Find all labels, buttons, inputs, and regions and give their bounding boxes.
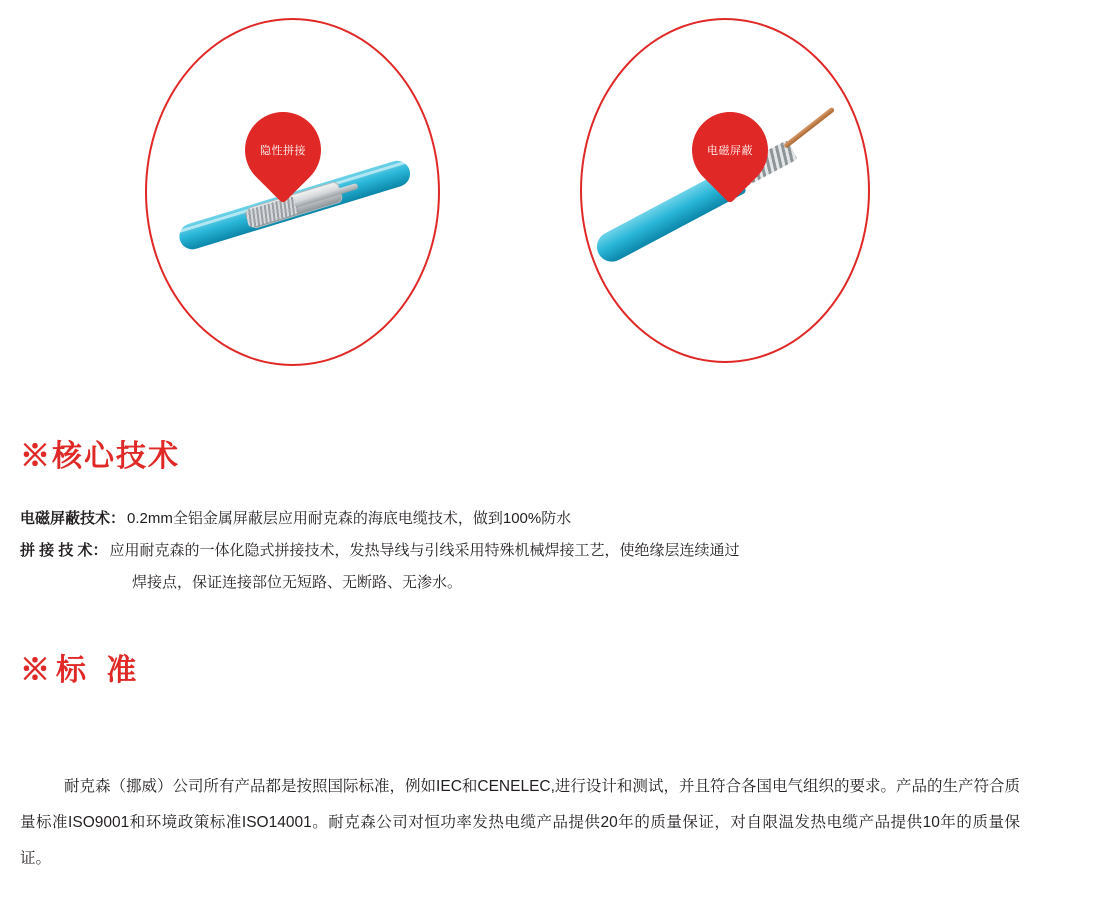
spec-text-shield: 0.2mm全铝金属屏蔽层应用耐克森的海底电缆技术，做到100%防水 xyxy=(127,510,572,527)
copper-lead-wire xyxy=(783,107,835,149)
splice-pin-label: 隐性拼接 xyxy=(260,145,306,157)
standard-heading: ※标 准 xyxy=(20,654,143,687)
spec-item-shield xyxy=(20,503,1080,535)
shield-pin-label: 电磁屏蔽 xyxy=(707,145,753,157)
core-technology-list xyxy=(20,503,1080,599)
core-technology-heading: ※核心技术 xyxy=(20,440,180,473)
shield-circle-outline xyxy=(580,18,870,363)
standard-paragraph-text: 耐克森（挪威）公司所有产品都是按照国际标准，例如IEC和CENELEC,进行设计和测试，并且符合各国电气组织的要求。产品的生产符合质量标准ISO9001和环境政策标准ISO14001。耐克森公司对恒功率发热电缆产品提供20年的质量保证，对自限温发热电缆产品提供10年的质量保证。 xyxy=(20,777,1020,867)
splice-circle-outline xyxy=(145,18,440,366)
spec-label-splice: 拼 接 技 术： xyxy=(20,542,108,559)
standard-paragraph xyxy=(20,769,1020,877)
spec-text-splice: 应用耐克森的一体化隐式拼接技术，发热导线与引线采用特殊机械焊接工艺，使绝缘层连续通过 xyxy=(109,542,740,559)
spec-text-splice-continued: 焊接点，保证连接部位无短路、无断路、无渗水。 xyxy=(132,574,463,591)
splice-illustration xyxy=(145,18,440,366)
spec-item-splice xyxy=(20,535,1080,567)
shield-illustration xyxy=(580,18,870,363)
illustration-area xyxy=(0,0,1108,395)
cable-shield-graphic xyxy=(563,70,854,320)
spec-label-shield: 电磁屏蔽技术： xyxy=(20,510,126,527)
